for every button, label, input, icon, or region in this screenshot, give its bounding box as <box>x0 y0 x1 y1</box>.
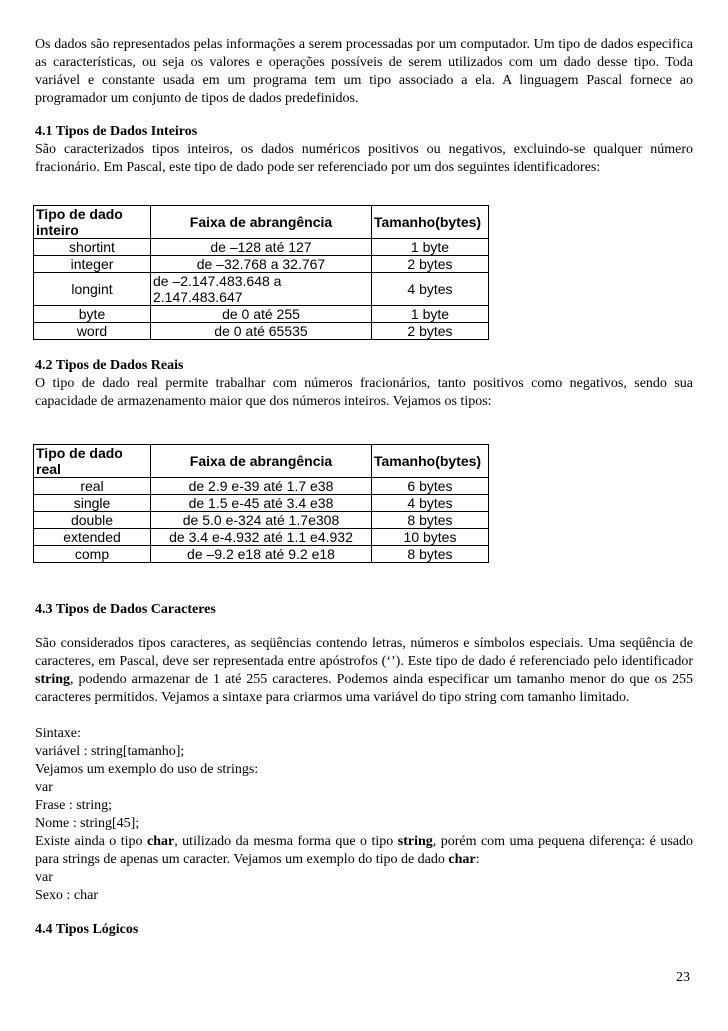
code-line: Frase : string; <box>35 798 112 813</box>
syntax-label: Sintaxe: <box>35 726 81 741</box>
size-cell: 8 bytes <box>372 546 489 563</box>
table-header-row <box>34 206 489 239</box>
size-cell: 8 bytes <box>372 512 489 529</box>
keyword-char: char <box>146 834 175 849</box>
range-cell: de 0 até 65535 <box>151 323 372 340</box>
type-cell: real <box>34 478 151 495</box>
code-line: Nome : string[45]; <box>35 816 140 831</box>
size-cell: 4 bytes <box>372 273 489 306</box>
size-cell: 2 bytes <box>372 323 489 340</box>
size-cell: 1 byte <box>372 306 489 323</box>
section-4-2-text: O tipo de dado real permite trabalhar com números fracionários, tanto positivos como negativos, sendo sua capacidade de armazenamento maior que dos números inteiros. Vejamos os tipos: <box>35 376 693 409</box>
header-type: Tipo de dado real <box>34 445 151 478</box>
section-4-1-text: São caracterizados tipos inteiros, os dados numéricos positivos ou negativos, excluindo-se qualquer número fracionário. Em Pascal, este tipo de dado pode ser referenciado por um dos seguintes identificadores: <box>35 142 693 175</box>
range-cell: de 5.0 e-324 até 1.7e308 <box>151 512 372 529</box>
header-size: Tamanho(bytes) <box>372 206 489 239</box>
type-cell: longint <box>34 273 151 306</box>
range-cell: de –32.768 a 32.767 <box>151 256 372 273</box>
table-row <box>34 512 489 529</box>
type-cell: single <box>34 495 151 512</box>
real-types-table <box>33 444 489 563</box>
type-cell: byte <box>34 306 151 323</box>
type-cell: integer <box>34 256 151 273</box>
section-4-2-title: 4.2 Tipos de Dados Reais <box>35 358 184 373</box>
range-cell: de –128 até 127 <box>151 239 372 256</box>
intro-paragraph: Os dados são representados pelas informações a serem processadas por um computador. Um tipo de dados especifica as características, ou seja os valores e operações possíveis de serem utilizados com um dado desse tipo. Toda variável e constante usada em um programa tem um tipo associado a ela. A linguagem Pascal fornece ao programador um conjunto de tipos de dados predefinidos. <box>35 37 693 106</box>
type-cell: shortint <box>34 239 151 256</box>
table-row <box>34 273 489 306</box>
code-line: var <box>35 870 53 885</box>
table-row <box>34 478 489 495</box>
size-cell: 6 bytes <box>372 478 489 495</box>
page-number: 23 <box>676 970 690 985</box>
table-row <box>34 495 489 512</box>
range-cell: de –2.147.483.648 a 2.147.483.647 <box>151 273 372 306</box>
header-range: Faixa de abrangência <box>151 445 372 478</box>
table-row <box>34 239 489 256</box>
size-cell: 1 byte <box>372 239 489 256</box>
char-paragraph <box>35 833 693 869</box>
section-4-1-title: 4.1 Tipos de Dados Inteiros <box>35 124 198 139</box>
table-row <box>34 323 489 340</box>
header-type: Tipo de dado inteiro <box>34 206 151 239</box>
code-line: Sexo : char <box>35 888 98 903</box>
table-row <box>34 529 489 546</box>
integer-types-table <box>33 205 489 340</box>
range-cell: de 3.4 e-4.932 até 1.1 e4.932 <box>151 529 372 546</box>
paragraph-text: : <box>475 852 480 867</box>
paragraph-text: , podendo armazenar de 1 até 255 caracteres. Podemos ainda especificar um tamanho menor do que os 255 caracteres permitidos. Vejamos a sintaxe para criarmos uma variável do tipo string com tamanho limitado. <box>35 672 693 705</box>
size-cell: 2 bytes <box>372 256 489 273</box>
size-cell: 4 bytes <box>372 495 489 512</box>
range-cell: de 0 até 255 <box>151 306 372 323</box>
type-cell: word <box>34 323 151 340</box>
range-cell: de 1.5 e-45 até 3.4 e38 <box>151 495 372 512</box>
type-cell: comp <box>34 546 151 563</box>
table-row <box>34 306 489 323</box>
keyword-string: string <box>397 834 433 849</box>
header-size: Tamanho(bytes) <box>372 445 489 478</box>
code-line: var <box>35 780 53 795</box>
table-header-row <box>34 445 489 478</box>
range-cell: de 2.9 e-39 até 1.7 e38 <box>151 478 372 495</box>
size-cell: 10 bytes <box>372 529 489 546</box>
section-4-3-paragraph <box>35 635 693 707</box>
paragraph-text: São considerados tipos caracteres, as seqüências contendo letras, números e símbolos especiais. Uma seqüência de caracteres, em Pascal, deve ser representada entre apóstrofos (‘’). Este tipo de dado é referenciado pelo identificador <box>35 636 693 669</box>
paragraph-text: , porém com uma pequena diferença: é usado para strings de apenas um caracter. Vejamos um exemplo do tipo de dado <box>35 834 693 867</box>
keyword-char: char <box>448 852 476 867</box>
range-cell: de –9.2 e18 até 9.2 e18 <box>151 546 372 563</box>
header-range: Faixa de abrangência <box>151 206 372 239</box>
section-4-3-title: 4.3 Tipos de Dados Caracteres <box>35 602 216 617</box>
type-cell: double <box>34 512 151 529</box>
section-4-4-title: 4.4 Tipos Lógicos <box>35 922 139 937</box>
table-row <box>34 256 489 273</box>
keyword-string: string <box>35 672 70 687</box>
paragraph-text: Existe ainda o tipo <box>35 834 147 849</box>
example-intro: Vejamos um exemplo do uso de strings: <box>35 762 259 777</box>
paragraph-text: , utilizado da mesma forma que o tipo <box>174 834 398 849</box>
type-cell: extended <box>34 529 151 546</box>
table-row <box>34 546 489 563</box>
syntax-line: variável : string[tamanho]; <box>35 744 185 759</box>
